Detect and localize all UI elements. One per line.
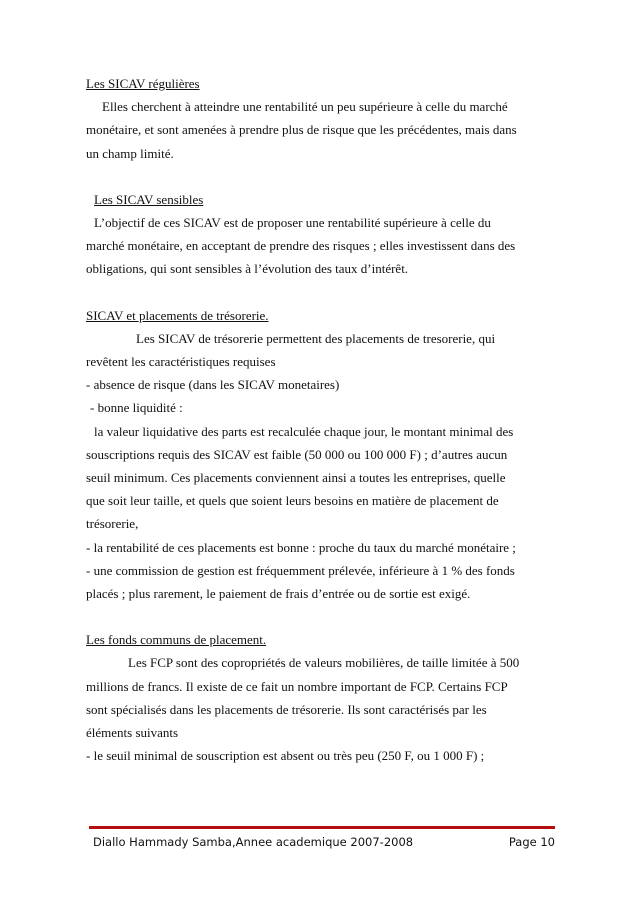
list-item: - une commission de gestion est fréquemment prélevée, inférieure à 1 % des fonds [86,562,515,578]
section-heading-sicav-regulieres: Les SICAV régulières [86,76,200,91]
paragraph-line: sont spécialisés dans les placements de trésorerie. Ils sont caractérisés par les [86,701,487,717]
paragraph-line: obligations, qui sont sensibles à l’évolution des taux d’intérêt. [86,261,409,277]
paragraph-line: un champ limité. [86,145,174,161]
paragraph-line: Elles cherchent à atteindre une rentabilité un peu supérieure à celle du marché [102,99,508,115]
list-item: - le seuil minimal de souscription est absent ou très peu (250 F, ou 1 000 F) ; [86,748,485,764]
paragraph-line: souscriptions requis des SICAV est faible (50 000 ou 100 000 F) ; d’autres aucun [86,446,508,462]
paragraph-line: que soit leur taille, et quels que soient leurs besoins en matière de placement de [86,493,499,509]
paragraph-line: Les FCP sont des copropriétés de valeurs mobilières, de taille limitée à 500 [128,655,520,671]
paragraph-line: éléments suivants [86,725,179,741]
paragraph-line: marché monétaire, en acceptant de prendre des risques ; elles investissent dans des [86,238,516,254]
list-item: - absence de risque (dans les SICAV monetaires) [86,377,340,393]
paragraph-line: millions de francs. Il existe de ce fait un nombre important de FCP. Certains FCP [86,678,508,694]
paragraph-line: placés ; plus rarement, le paiement de frais d’entrée ou de sortie est exigé. [86,586,471,602]
list-item: - bonne liquidité : [90,400,183,416]
list-item: - la rentabilité de ces placements est bonne : proche du taux du marché monétaire ; [86,539,516,555]
paragraph-line: L’objectif de ces SICAV est de proposer une rentabilité supérieure à celle du [94,215,491,231]
page-number: Page 10 [508,835,555,849]
paragraph-line: monétaire, et sont amenées à prendre plus de risque que les précédentes, mais dans [86,122,517,138]
footer-author: Diallo Hammady Samba,Annee academique 2007-2008 [93,835,414,849]
section-heading-sicav-sensibles: Les SICAV sensibles [94,191,204,207]
section-heading-sicav-tresorerie: SICAV et placements de trésorerie. [86,307,269,323]
paragraph-line: la valeur liquidative des parts est recalculée chaque jour, le montant minimal des [94,423,514,439]
page-footer [89,826,555,854]
paragraph-line: revêtent les caractéristiques requises [86,354,276,370]
paragraph-line: trésorerie, [86,516,139,532]
section-heading-fonds-communs: Les fonds communs de placement. [86,632,267,648]
page-body [86,72,556,767]
paragraph-line: seuil minimum. Ces placements conviennent ainsi a toutes les entreprises, quelle [86,470,506,486]
paragraph-line: Les SICAV de trésorerie permettent des placements de tresorerie, qui [136,330,496,346]
